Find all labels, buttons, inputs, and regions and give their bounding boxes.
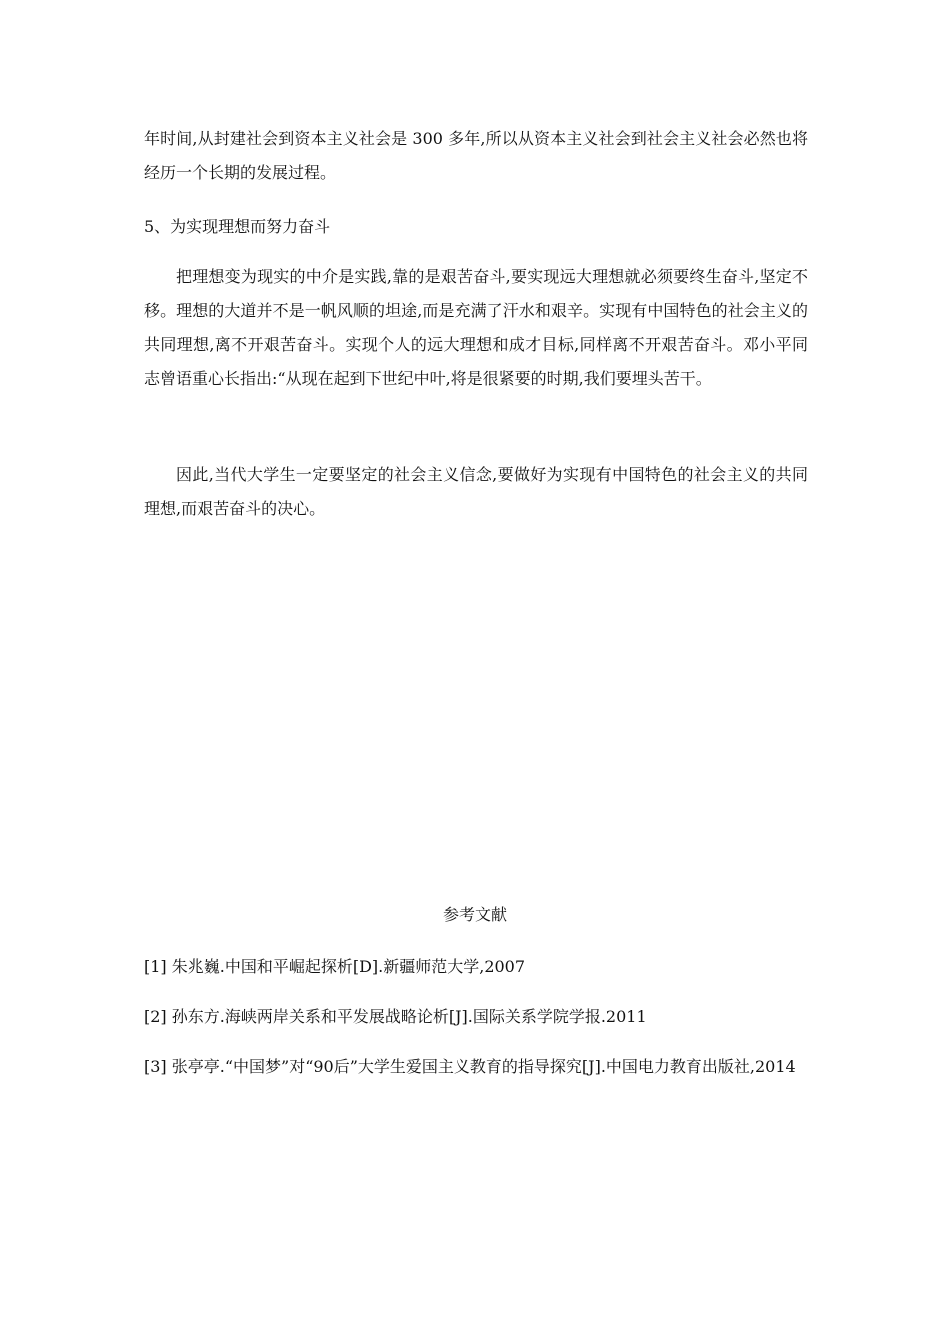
continued-paragraph: 年时间,从封建社会到资本主义社会是 300 多年,所以从资本主义社会到社会主义社会必然也将经历一个长期的发展过程。 [144, 129, 808, 182]
reference-item: [3] 张亭亭.“中国梦”对“90后”大学生爱国主义教育的指导探究[J].中国电力教育出版社,2014 [144, 1057, 796, 1076]
conclusion-paragraph: 因此,当代大学生一定要坚定的社会主义信念,要做好为实现有中国特色的社会主义的共同理想,而艰苦奋斗的决心。 [144, 465, 808, 518]
struggle-paragraph: 把理想变为现实的中介是实践,靠的是艰苦奋斗,要实现远大理想就必须要终生奋斗,坚定不移。理想的大道并不是一帆风顺的坦途,而是充满了汗水和艰辛。实现有中国特色的社会主义的共同理想,离不开艰苦奋斗。实现个人的远大理想和成才目标,同样离不开艰苦奋斗。邓小平同志曾语重心长指出:“从现在起到下世纪中叶,将是很紧要的时期,我们要埋头苦干。 [144, 267, 808, 388]
references-title: 参考文献 [442, 905, 507, 924]
section-heading: 5、为实现理想而努力奋斗 [144, 217, 331, 236]
reference-item: [1] 朱兆巍.中国和平崛起探析[D].新疆师范大学,2007 [144, 957, 526, 976]
reference-item: [2] 孙东方.海峡两岸关系和平发展战略论析[J].国际关系学院学报.2011 [144, 1007, 647, 1026]
